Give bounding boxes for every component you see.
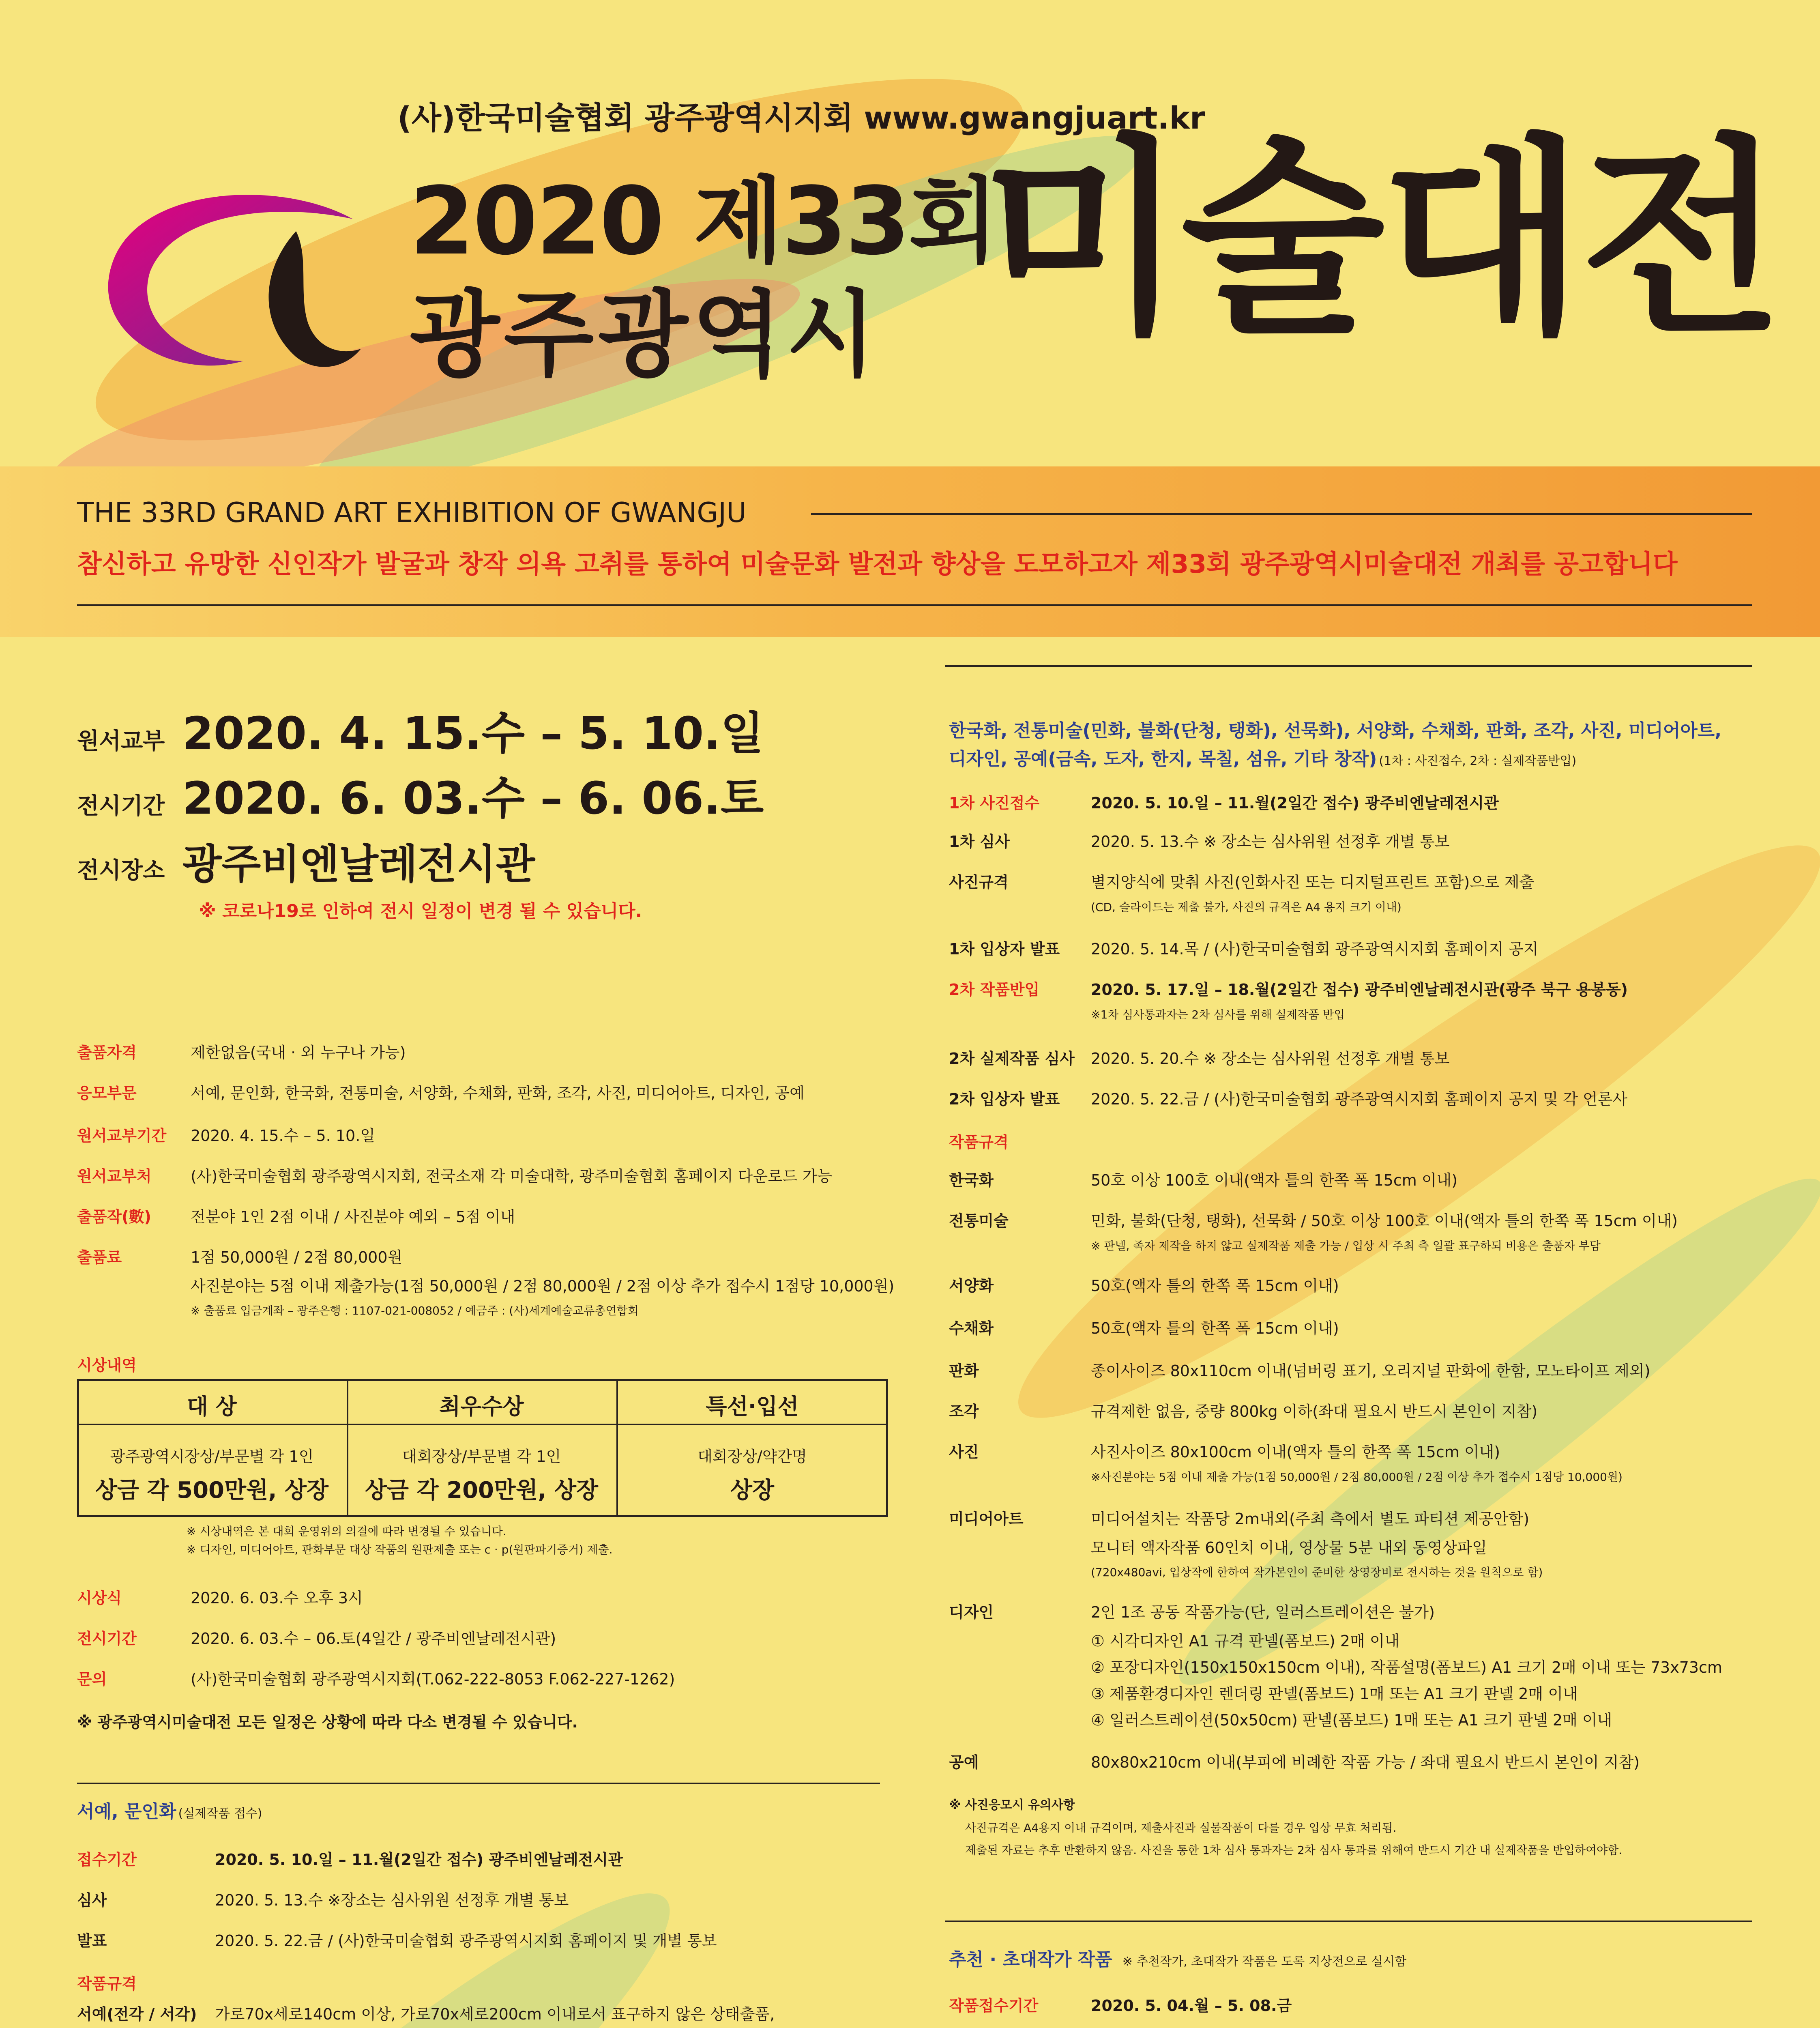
- spec-row: [949, 1276, 1339, 1296]
- other-row-label: 사진규격: [949, 873, 1009, 891]
- spec-line: 2인 1조 공동 작품가능(단, 일러스트레이션은 불가): [1091, 1603, 1435, 1621]
- calligraphy-spec-label-seoye: 서예(전각 / 서각): [77, 2005, 197, 2023]
- spec-row: [949, 1509, 1529, 1529]
- invited-row: [949, 1996, 1292, 2016]
- spec-line: ① 시각디자인 A1 규격 판넬(폼보드) 2매 이내: [1091, 1632, 1400, 1650]
- other-row-label: 1차 사진접수: [949, 794, 1040, 812]
- other-row: [949, 939, 1538, 959]
- other-row-sub: ※1차 심사통과자는 2차 심사를 위해 실제작품 반입: [1091, 1008, 1345, 1021]
- fee-account: ※ 출품료 입금계좌 – 광주은행 : 1107-021-008052 / 예금주 : (사)세계예술교류총연합회: [191, 1304, 639, 1317]
- spec-line: 50호 이상 100호 이내(액자 틀의 한쪽 폭 15cm 이내): [1091, 1171, 1458, 1189]
- ceremony-row: [77, 1628, 556, 1649]
- entry-info-label: 출품료: [77, 1248, 122, 1266]
- english-title: THE 33RD GRAND ART EXHIBITION OF GWANGJU: [77, 497, 747, 529]
- spec-row: [949, 1361, 1650, 1381]
- entry-info-value: 서예, 문인화, 한국화, 전통미술, 서양화, 수채화, 판화, 조각, 사진, 미디어아트, 디자인, 공예: [191, 1084, 805, 1102]
- entry-info-row: [77, 1207, 515, 1227]
- other-row: [949, 980, 1628, 1000]
- gwangju-art-logo: [69, 170, 385, 397]
- spec-label: 판화: [949, 1362, 979, 1380]
- ceremony-label: 시상식: [77, 1589, 122, 1607]
- other-row: [949, 1089, 1627, 1109]
- key-date-exhibition-label: 전시기간: [77, 793, 165, 819]
- spec-row: [949, 1442, 1500, 1462]
- award-desc: 광주광역시장상/부문별 각 1인: [110, 1448, 314, 1465]
- photo-caution-title: ※ 사진응모시 유의사항: [949, 1798, 1075, 1812]
- calligraphy-row-label: 발표: [77, 1932, 107, 1950]
- schedule-note: ※ 광주광역시미술대전 모든 일정은 상황에 따라 다소 변경될 수 있습니다.: [77, 1713, 578, 1731]
- ceremony-label: 전시기간: [77, 1630, 137, 1648]
- spec-line: 50호(액자 틀의 한쪽 폭 15cm 이내): [1091, 1319, 1339, 1337]
- other-row-label: 1차 입상자 발표: [949, 940, 1060, 958]
- entry-info-label: 원서교부기간: [77, 1127, 167, 1145]
- ceremony-row: [77, 1669, 675, 1689]
- ceremony-value: 2020. 6. 03.수 오후 3시: [191, 1589, 363, 1607]
- spec-row: [949, 1602, 1435, 1622]
- title-city: 광주광역시: [410, 281, 880, 389]
- spec-label: 수채화: [949, 1319, 994, 1337]
- entry-info-row: [77, 1166, 832, 1186]
- section-rule: [945, 665, 1752, 667]
- spec-line: 민화, 불화(단청, 탱화), 선묵화 / 50호 이상 100호 이내(액자 틀의 한쪽 폭 15cm 이내): [1091, 1212, 1678, 1230]
- key-date-exhibition-value: 2020. 6. 03.수 – 6. 06.토: [182, 772, 764, 824]
- calligraphy-row-value: 2020. 5. 22.금 / (사)한국미술협회 광주광역시지회 홈페이지 및 개별 통보: [215, 1932, 717, 1950]
- entry-info-label: 출품자격: [77, 1044, 137, 1061]
- award-header: 대 상: [187, 1394, 237, 1419]
- calligraphy-row-label: 심사: [77, 1891, 107, 1909]
- section-rule: [77, 1783, 880, 1784]
- announcement-text: 참신하고 유망한 신인작가 발굴과 창작 의욕 고취를 통하여 미술문화 발전과 향상을 도모하고자 제33회 광주광역시미술대전 개최를 공고합니다: [77, 549, 1678, 579]
- entry-info-row: [77, 1126, 375, 1146]
- spec-label: 사진: [949, 1443, 979, 1461]
- other-row: [949, 1048, 1450, 1069]
- other-row-value: 2020. 5. 10.일 – 11.월(2일간 접수) 광주비엔날레전시관: [1091, 794, 1499, 812]
- title-year: 2020 제33회: [410, 168, 997, 276]
- key-date-application-label: 원서교부: [77, 728, 165, 754]
- spec-line: ④ 일러스트레이션(50x50cm) 판넬(폼보드) 1매 또는 A1 크기 판넬 2매 이내: [1091, 1711, 1612, 1729]
- other-row-label: 2차 입상자 발표: [949, 1090, 1060, 1108]
- fee-extra: 사진분야는 5점 이내 제출가능(1점 50,000원 / 2점 80,000원 / 2점 이상 추가 접수시 1점당 10,000원): [191, 1277, 895, 1295]
- announcement-rule: [77, 604, 1752, 606]
- awards-label: 시상내역: [77, 1356, 137, 1374]
- spec-line: 미디어설치는 작품당 2m내외(주최 측에서 별도 파티션 제공안함): [1091, 1510, 1530, 1528]
- entry-info-value: 제한없음(국내 · 외 누구나 가능): [191, 1044, 406, 1061]
- awards-note: ※ 디자인, 미디어아트, 판화부문 대상 작품의 원판제출 또는 c · p(원판파기증거) 제출.: [187, 1543, 613, 1556]
- calligraphy-title-text: 서예, 문인화: [77, 1801, 176, 1822]
- other-row: [949, 793, 1499, 813]
- award-header: 최우수상: [439, 1394, 524, 1419]
- title-big: 미술대전: [981, 116, 1780, 362]
- spec-row: [949, 1752, 1640, 1772]
- other-spec-label: 작품규격: [949, 1133, 1009, 1151]
- invited-title-note: ※ 추천작가, 초대작가 작품은 도록 지상전으로 실시함: [1122, 1955, 1407, 1969]
- spec-label: 미디어아트: [949, 1510, 1024, 1528]
- entry-info-value: (사)한국미술협회 광주광역시지회, 전국소재 각 미술대학, 광주미술협회 홈페이지 다운로드 가능: [191, 1167, 833, 1185]
- spec-line: ③ 제품환경디자인 렌더링 판넬(폼보드) 1매 또는 A1 크기 판넬 2매 이내: [1091, 1685, 1578, 1703]
- calligraphy-spec-label: 작품규격: [77, 1975, 137, 1993]
- other-row-sub: (CD, 슬라이드는 제출 불가, 사진의 규격은 A4 용지 크기 이내): [1091, 900, 1401, 914]
- spec-row: [949, 1401, 1537, 1422]
- spec-line: 사진사이즈 80x100cm 이내(액자 틀의 한쪽 폭 15cm 이내): [1091, 1443, 1500, 1461]
- spec-line: 규격제한 없음, 중량 800kg 이하(좌대 필요시 반드시 본인이 지참): [1091, 1403, 1538, 1420]
- award-prize: 상장: [730, 1477, 775, 1504]
- other-row-value: 2020. 5. 14.목 / (사)한국미술협회 광주광역시지회 홈페이지 공지: [1091, 940, 1539, 958]
- entry-info-value: 전분야 1인 2점 이내 / 사진분야 예외 – 5점 이내: [191, 1208, 515, 1226]
- key-date-venue-value: 광주비엔날레전시관: [182, 840, 535, 888]
- key-date-venue-label: 전시장소: [77, 857, 165, 884]
- spec-line: 50호(액자 틀의 한쪽 폭 15cm 이내): [1091, 1277, 1339, 1295]
- calligraphy-row: [77, 1890, 569, 1910]
- awards-note: ※ 시상내역은 본 대회 운영위의 의결에 따라 변경될 수 있습니다.: [187, 1525, 507, 1538]
- spec-label: 서양화: [949, 1277, 994, 1295]
- section-rule: [945, 1921, 1752, 1922]
- ceremony-value: 2020. 6. 03.수 – 06.토(4일간 / 광주비엔날레전시관): [191, 1630, 556, 1648]
- key-date-exhibition: [77, 763, 764, 827]
- key-date-application-value: 2020. 4. 15.수 – 5. 10.일: [182, 707, 764, 759]
- entry-info-value: 1점 50,000원 / 2점 80,000원: [191, 1248, 403, 1266]
- ceremony-value: (사)한국미술협회 광주광역시지회(T.062-222-8053 F.062-227-1262): [191, 1670, 675, 1688]
- entry-info-row: [77, 1042, 406, 1063]
- other-row-value: 별지양식에 맞춰 사진(인화사진 또는 디지털프린트 포함)으로 제출: [1091, 873, 1535, 891]
- covid-note: ※ 코로나19로 인하여 전시 일정이 변경 될 수 있습니다.: [199, 901, 642, 922]
- other-row-value: 2020. 5. 13.수 ※ 장소는 심사위원 선정후 개별 통보: [1091, 833, 1450, 851]
- award-desc: 대회장상/부문별 각 1인: [402, 1448, 561, 1465]
- photo-caution-line: 사진규격은 A4용지 이내 규격이며, 제출사진과 실물작품이 다를 경우 입상 무효 처리됨.: [965, 1821, 1397, 1835]
- key-date-application: [77, 698, 764, 762]
- other-row-label: 1차 심사: [949, 833, 1010, 851]
- spec-line: 모니터 액자작품 60인치 이내, 영상물 5분 내외 동영상파일: [1091, 1539, 1487, 1557]
- calligraphy-title: [77, 1797, 262, 1823]
- other-row-value: 2020. 5. 22.금 / (사)한국미술협회 광주광역시지회 홈페이지 공지 및 각 언론사: [1091, 1090, 1628, 1108]
- award-prize: 상금 각 500만원, 상장: [95, 1477, 329, 1504]
- calligraphy-title-note: (실제작품 접수): [178, 1807, 262, 1821]
- other-categories-title-2-text: 디자인, 공예(금속, 도자, 한지, 목칠, 섬유, 기타 창작): [949, 749, 1377, 769]
- entry-info-label: 원서교부처: [77, 1167, 152, 1185]
- calligraphy-row-value: 2020. 5. 10.일 – 11.월(2일간 접수) 광주비엔날레전시관: [215, 1851, 623, 1869]
- award-desc: 대회장상/약간명: [698, 1448, 807, 1465]
- entry-info-label: 응모부문: [77, 1084, 137, 1102]
- entry-info-value: 2020. 4. 15.수 – 5. 10.일: [191, 1127, 375, 1145]
- other-categories-title-note: (1차 : 사진접수, 2차 : 실제작품반입): [1379, 754, 1577, 768]
- spec-label: 조각: [949, 1403, 979, 1420]
- org-line: (사)한국미술협회 광주광역시지회 www.gwangjuart.kr: [397, 100, 1205, 136]
- other-row-label: 2차 실제작품 심사: [949, 1050, 1075, 1068]
- spec-sub: ※사진분야는 5점 이내 제출 가능(1점 50,000원 / 2점 80,000원 / 2점 이상 추가 접수시 1점당 10,000원): [1091, 1470, 1623, 1484]
- spec-label: 디자인: [949, 1603, 994, 1621]
- other-row: [949, 831, 1450, 852]
- spec-line: ② 포장디자인(150x150x150cm 이내), 작품설명(폼보드) A1 크기 2매 이내 또는 73x73cm: [1091, 1658, 1722, 1676]
- spec-row: [949, 1170, 1457, 1190]
- spec-label: 공예: [949, 1753, 979, 1771]
- calligraphy-row: [77, 1850, 623, 1870]
- calligraphy-row-value: 2020. 5. 13.수 ※장소는 심사위원 선정후 개별 통보: [215, 1891, 569, 1909]
- key-date-venue: [77, 831, 535, 890]
- calligraphy-row: [77, 1931, 717, 1951]
- invited-title: [949, 1945, 1406, 1971]
- spec-line: 종이사이즈 80x110cm 이내(넘버링 표기, 오리지널 판화에 한함, 모노타이프 제외): [1091, 1362, 1650, 1380]
- spec-row: [949, 1211, 1678, 1231]
- entry-info-row: [77, 1247, 402, 1268]
- english-title-rule: [811, 513, 1752, 515]
- invited-row-label: 작품접수기간: [949, 1997, 1039, 2015]
- calligraphy-row-label: 접수기간: [77, 1851, 137, 1869]
- other-categories-title-2: [949, 744, 1576, 770]
- spec-sub: (720x480avi, 입상작에 한하여 작가본인이 준비한 상영장비로 전시하는 것을 원칙으로 함): [1091, 1566, 1543, 1579]
- entry-info-row: [77, 1083, 805, 1103]
- other-categories-title-1: 한국화, 전통미술(민화, 불화(단청, 탱화), 선묵화), 서양화, 수채화, 판화, 조각, 사진, 미디어아트,: [949, 720, 1722, 741]
- award-header: 특선·입선: [706, 1394, 799, 1419]
- other-row-label: 2차 작품반입: [949, 981, 1040, 999]
- awards-header-divider: [77, 1424, 888, 1425]
- other-row-value: 2020. 5. 17.일 – 18.월(2일간 접수) 광주비엔날레전시관(광주 북구 용봉동): [1091, 981, 1628, 999]
- spec-sub: ※ 판넬, 족자 제작을 하지 않고 실제작품 제출 가능 / 입상 시 주최 측 일괄 표구하되 비용은 출품자 부담: [1091, 1239, 1601, 1252]
- other-row: [949, 872, 1534, 892]
- photo-caution-line: 제출된 자료는 추후 반환하지 않음. 사진을 통한 1차 심사 통과자는 2차 심사 통과를 위해여 반드시 기간 내 실제작품을 반입하여야함.: [965, 1843, 1623, 1857]
- calligraphy-spec-line: 가로70x세로140cm 이상, 가로70x세로200cm 이내로서 표구하지 않은 상태출품,: [215, 2005, 775, 2023]
- spec-row: [949, 1318, 1339, 1338]
- invited-row-value: 2020. 5. 04.월 – 5. 08.금: [1091, 1997, 1292, 2015]
- invited-title-text: 추천 · 초대작가 작품: [949, 1949, 1112, 1970]
- ceremony-label: 문의: [77, 1670, 107, 1688]
- award-prize: 상금 각 200만원, 상장: [365, 1477, 599, 1504]
- ceremony-row: [77, 1588, 363, 1608]
- spec-line: 80x80x210cm 이내(부피에 비례한 작품 가능 / 좌대 필요시 반드시 본인이 지참): [1091, 1753, 1640, 1771]
- spec-label: 전통미술: [949, 1212, 1009, 1230]
- entry-info-label: 출품작(數): [77, 1208, 151, 1226]
- other-row-value: 2020. 5. 20.수 ※ 장소는 심사위원 선정후 개별 통보: [1091, 1050, 1450, 1068]
- spec-label: 한국화: [949, 1171, 994, 1189]
